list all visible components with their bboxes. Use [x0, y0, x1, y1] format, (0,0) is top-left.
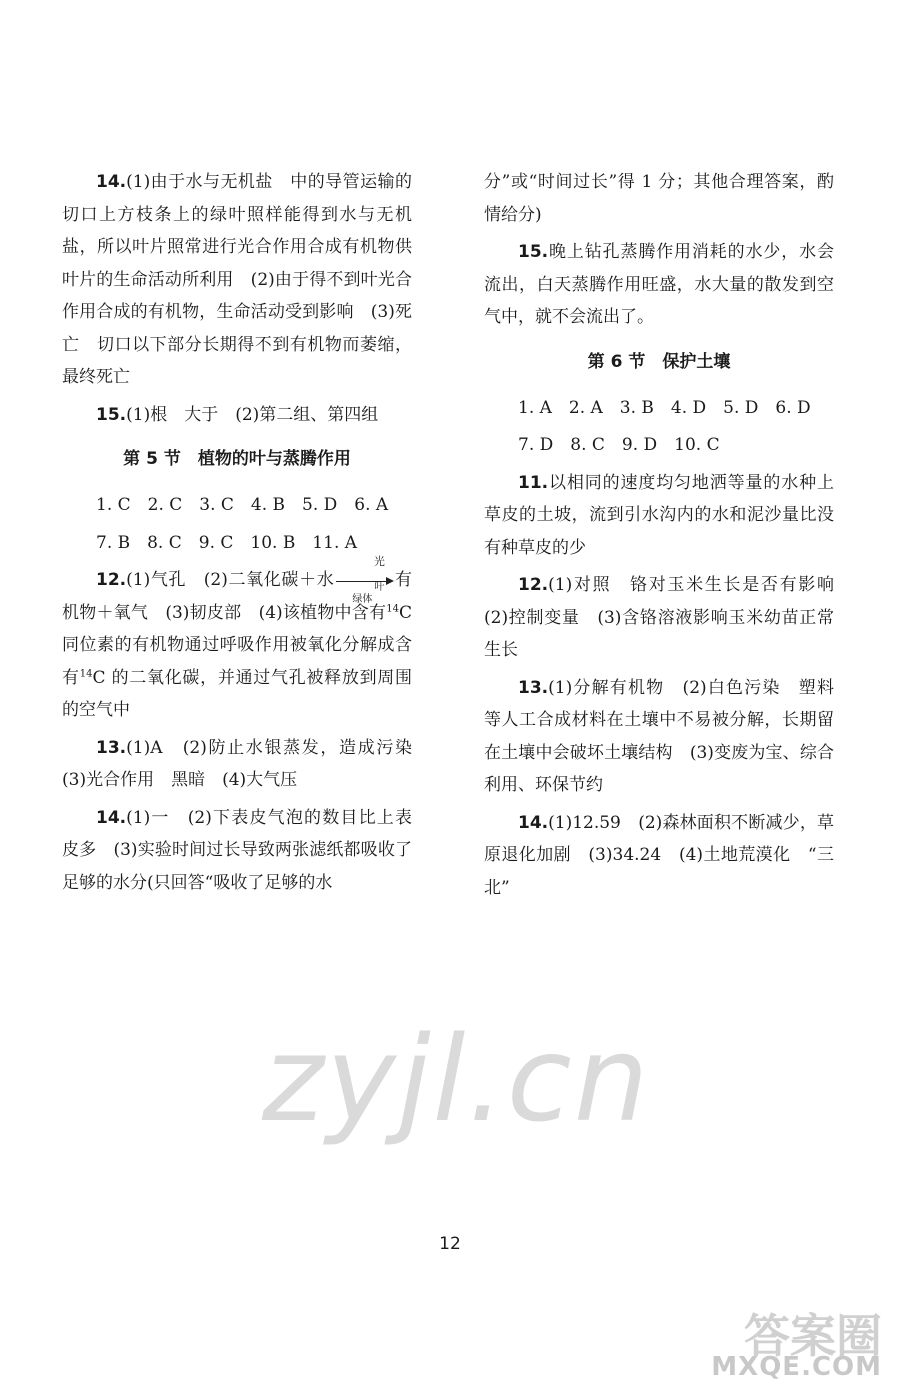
answer-text: (1)12.59 (2)森林面积不断减少，草原退化加剧 (3)34.24 (4)土地荒漠化 “三北”	[484, 812, 834, 898]
answer-15	[62, 399, 412, 432]
page-number: 12	[439, 1234, 461, 1254]
corner-logo-top: 答案圈	[744, 1309, 882, 1363]
question-number: 15.	[96, 404, 127, 425]
corner-logo	[698, 1300, 888, 1382]
question-number: 12.	[518, 575, 549, 595]
answer-text: (1)根 大于 (2)第二组、第四组	[126, 404, 379, 425]
answer-12-right	[484, 569, 851, 667]
left-column	[62, 166, 429, 904]
answer-text: (1)气孔 (2)二氧化碳＋水	[126, 570, 335, 590]
arrow-condition-chloroplast: 叶绿体	[352, 581, 385, 605]
answer-12	[62, 554, 418, 727]
answer-11	[484, 467, 834, 565]
answer-text: C 的二氧化碳，并通过气孔被释放到周围的空气中	[62, 667, 412, 720]
question-number: 12.	[96, 570, 127, 590]
question-number: 13.	[96, 737, 127, 758]
answer-text: 晚上钻孔蒸腾作用消耗的水少，水会流出，白天蒸腾作用旺盛，水大量的散发到空气中，就不会流出了。	[484, 242, 834, 327]
section-5-title: 第 5 节 植物的叶与蒸腾作用	[123, 449, 351, 469]
mc-answers-line-2: 7. B 8. C 9. C 10. B 11. A	[96, 532, 358, 553]
answer-text: (1)对照 铬对玉米生长是否有影响 (2)控制变量 (3)含铬溶液影响玉米幼苗正常生长	[484, 575, 851, 660]
answer-15-right	[484, 236, 834, 334]
corner-logo-bottom: MXQE.COM	[711, 1352, 882, 1382]
answer-continuation: 分”或“时间过长”得 1 分；其他合理答案，酌情给分)	[484, 172, 834, 225]
mc-answers-line-2: 7. D 8. C 9. D 10. C	[518, 435, 720, 455]
question-number: 15.	[518, 242, 549, 262]
watermark: zyjl.cn	[262, 1010, 651, 1148]
answer-14b	[62, 802, 412, 900]
question-number: 14.	[518, 812, 549, 833]
question-number: 14.	[96, 172, 127, 192]
answer-text: (1)一 (2)下表皮气泡的数目比上表皮多 (3)实验时间过长导致两张滤纸都吸收了足够的水分(只回答“吸收了足够的水	[62, 807, 412, 893]
isotope-superscript: 14	[386, 602, 399, 614]
answer-13-right	[484, 672, 834, 802]
answer-text: (1)分解有机物 (2)白色污染 塑料等人工合成材料在土壤中不易被分解，长期留在土壤中会破坏土壤结构 (3)变废为宝、综合利用、环保节约	[484, 677, 834, 795]
arrow-condition-light: 光	[373, 554, 385, 568]
answer-text: (1)A (2)防止水银蒸发，造成污染 (3)光合作用 黑暗 (4)大气压	[62, 737, 429, 790]
answer-text: 以相同的速度均匀地洒等量的水种上草皮的土坡，流到引水沟内的水和泥沙量比没有种草皮的少	[484, 472, 834, 558]
answer-text: C 同位素的有机物通过呼吸作用被氧化分解成含有	[62, 602, 418, 688]
answer-text: (1)由于水与无机盐 中的导管运输的切口上方枝条上的绿叶照样能得到水与无机盐，所以叶片照常进行光合作用合成有机物供叶片的生命活动所利用 (2)由于得不到叶光合作用合成的有机物，生命活动受到影响 (3)死亡 切口以下部分长期得不到有机物而萎缩，最终死亡	[62, 172, 412, 387]
section-6-title: 第 6 节 保护土壤	[587, 351, 731, 372]
isotope-superscript: 14	[79, 667, 93, 679]
answer-14	[62, 166, 412, 394]
question-number: 11.	[518, 472, 549, 493]
question-number: 13.	[518, 677, 549, 698]
right-column	[484, 166, 851, 909]
reaction-arrow	[336, 554, 394, 605]
answer-14-right	[484, 807, 834, 905]
question-number: 14.	[96, 807, 127, 828]
mc-answers-line-1: 1. C 2. C 3. C 4. B 5. D 6. A	[96, 495, 389, 515]
answer-13	[62, 732, 429, 797]
mc-answers-line-1: 1. A 2. A 3. B 4. D 5. D 6. D	[518, 397, 811, 418]
answer-text: 有机物＋氧气 (3)韧皮部 (4)该植物中含有	[62, 570, 413, 623]
